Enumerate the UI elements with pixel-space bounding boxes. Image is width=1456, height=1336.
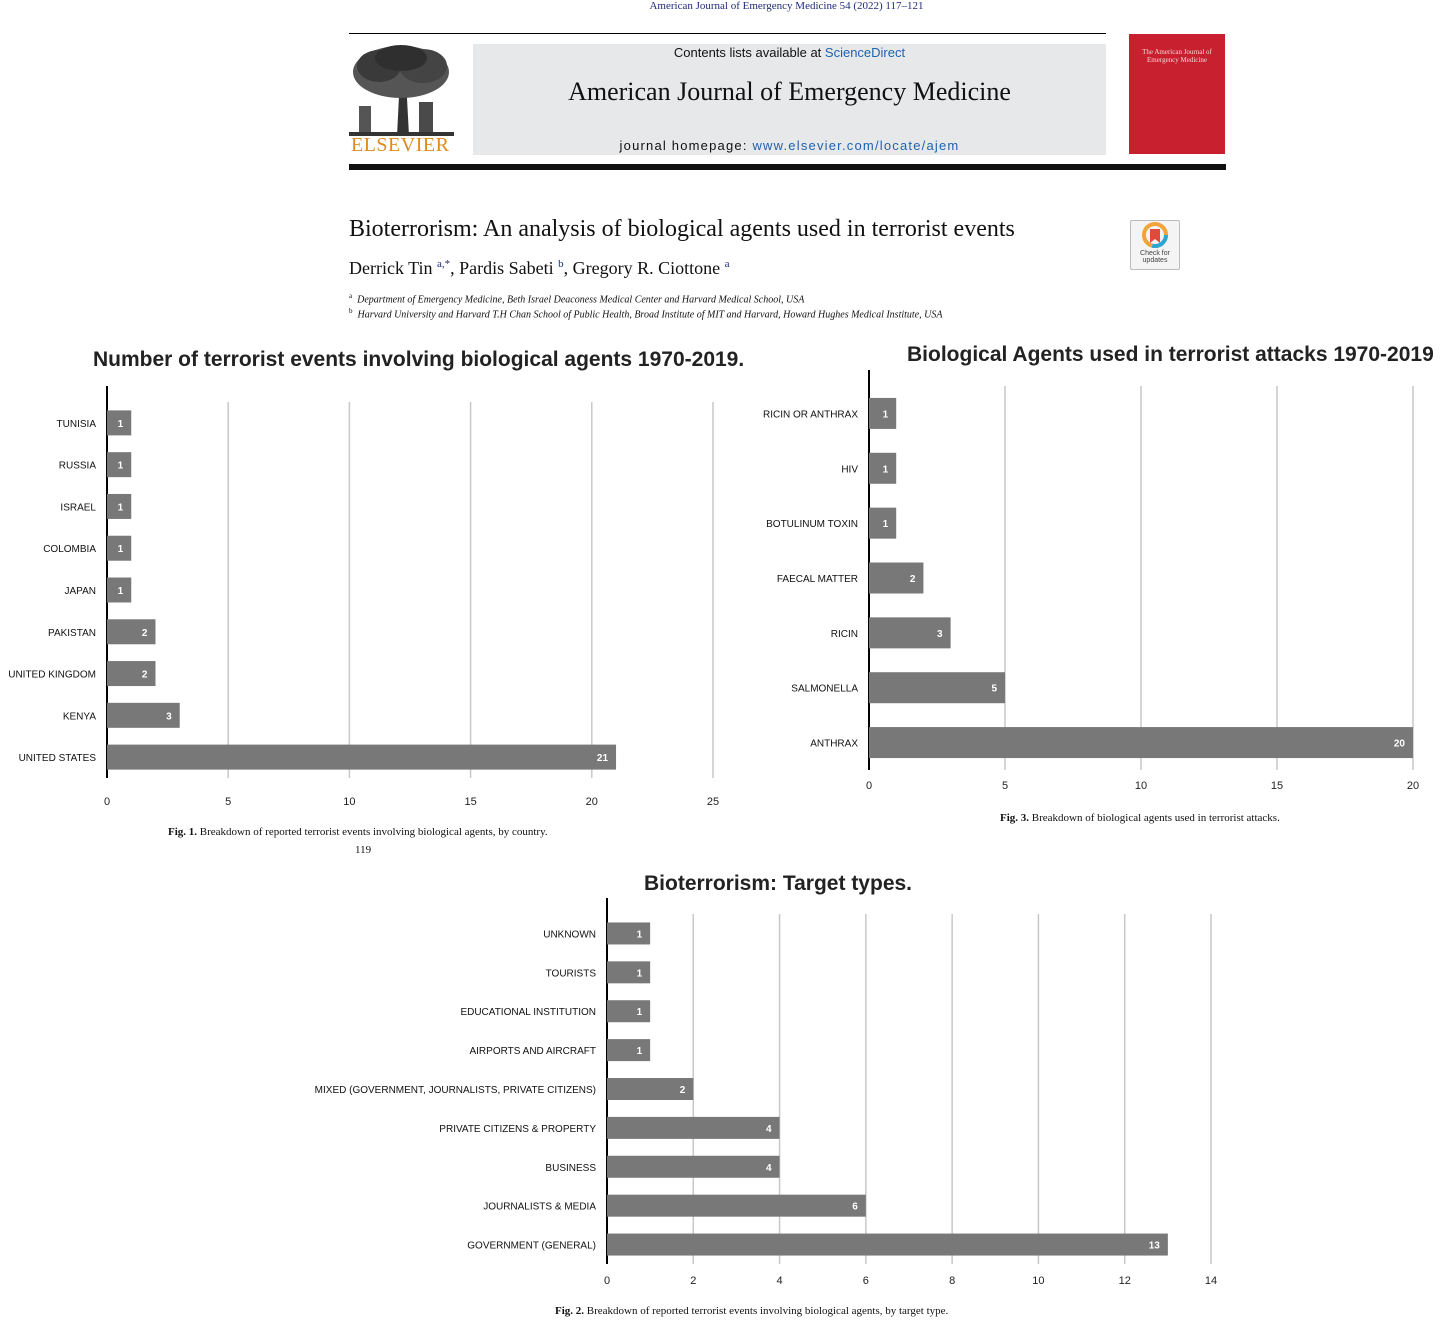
x-tick-label-target: 6 xyxy=(862,1275,869,1287)
homepage-prefix: journal homepage: xyxy=(619,138,753,153)
category-label-agent: SALMONELLA xyxy=(791,683,858,695)
category-label-agent: ANTHRAX xyxy=(810,738,858,750)
publisher-wordmark: ELSEVIER xyxy=(351,134,450,156)
affiliation-text: Department of Emergency Medicine, Beth Israel Deaconess Medical Center and Harvard Medical School, USA xyxy=(357,294,805,306)
article-title: Bioterrorism: An analysis of biological agents used in terrorist events xyxy=(349,216,1015,242)
chart-title-by-country: Number of terrorist events involving biological agents 1970-2019. xyxy=(93,348,745,371)
bar-value-label-agent: 3 xyxy=(937,628,943,640)
category-label-agent: RICIN OR ANTHRAX xyxy=(762,409,858,421)
bar-value-label-target: 4 xyxy=(766,1162,772,1174)
author-affiliation-mark[interactable]: a xyxy=(724,258,730,270)
cover-title: The American Journal of Emergency Medicine xyxy=(1142,48,1212,65)
x-tick-label-target: 4 xyxy=(776,1275,783,1287)
figure-1-caption xyxy=(168,826,548,838)
x-tick-label-country: 25 xyxy=(706,796,720,808)
category-label-country: KENYA xyxy=(62,711,96,723)
badge-line: updates xyxy=(1142,257,1168,264)
bar-value-label-country: 21 xyxy=(596,753,609,765)
x-tick-label-target: 14 xyxy=(1204,1275,1218,1287)
bar-value-label-target: 1 xyxy=(636,929,643,941)
x-tick-label-agent: 5 xyxy=(1001,780,1009,792)
x-tick-label-country: 5 xyxy=(225,796,232,808)
category-label-agent: BOTULINUM TOXIN xyxy=(766,519,858,531)
figure-caption-text: Breakdown of reported terrorist events involving biological agents, by country. xyxy=(199,826,548,838)
bar-value-label-target: 2 xyxy=(679,1085,686,1096)
x-tick-label-country: 20 xyxy=(585,796,598,808)
bar-value-label-country: 1 xyxy=(117,460,124,472)
category-label-country: UNITED KINGDOM xyxy=(8,669,96,681)
author-name[interactable]: Pardis Sabeti xyxy=(459,258,554,278)
chart-title-by-agent: Biological Agents used in terrorist attacks 1970-2019 xyxy=(907,343,1434,366)
category-label-country: COLOMBIA xyxy=(43,544,96,556)
bar-value-label-target: 1 xyxy=(636,1007,643,1019)
bar-value-label-country: 2 xyxy=(141,669,148,681)
sciencedirect-link[interactable]: ScienceDirect xyxy=(824,45,906,60)
chart-title-by-target: Bioterrorism: Target types. xyxy=(644,872,913,895)
x-tick-label-agent: 0 xyxy=(865,780,873,792)
homepage-link[interactable]: www.elsevier.com/locate/ajem xyxy=(752,138,960,153)
affiliation-mark: b xyxy=(349,307,353,315)
figure-3-caption xyxy=(1000,812,1280,824)
bar-value-label-agent: 20 xyxy=(1393,738,1405,750)
bar-value-label-target: 6 xyxy=(852,1201,858,1213)
x-tick-label-target: 8 xyxy=(949,1275,956,1287)
bar-value-label-agent: 1 xyxy=(882,464,889,476)
category-label-agent: RICIN xyxy=(830,628,858,640)
bar-value-label-country: 1 xyxy=(117,544,124,556)
bar-value-label-country: 1 xyxy=(117,418,124,430)
bar-value-label-country: 1 xyxy=(117,502,124,514)
figure-label[interactable]: Fig. 3. xyxy=(1000,812,1030,824)
author-affiliation-mark[interactable]: a,* xyxy=(437,258,451,270)
bar-target xyxy=(607,1000,650,1022)
bar-target xyxy=(607,922,650,944)
category-label-target: EDUCATIONAL INSTITUTION xyxy=(460,1007,596,1019)
category-label-target: BUSINESS xyxy=(545,1162,596,1174)
bar-value-label-target: 1 xyxy=(636,1046,643,1058)
author-affiliation-mark[interactable]: b xyxy=(558,258,564,270)
bar-value-label-agent: 1 xyxy=(882,409,889,421)
author-name[interactable]: Derrick Tin xyxy=(349,258,433,278)
bar-value-label-country: 3 xyxy=(166,711,172,723)
x-tick-label-target: 0 xyxy=(603,1275,611,1287)
affiliation-text: Harvard University and Harvard T.H Chan School of Public Health, Broad Institute of MIT and Harvard, Howard Hughes Medical Institute, USA xyxy=(357,309,943,321)
bar-value-label-country: 1 xyxy=(117,586,124,597)
journal-citation[interactable]: American Journal of Emergency Medicine 54 (2022) 117–121 xyxy=(649,0,924,12)
x-tick-label-country: 15 xyxy=(464,796,477,808)
bar-value-label-agent: 5 xyxy=(991,683,997,695)
bar-value-label-agent: 1 xyxy=(882,519,889,531)
x-tick-label-target: 12 xyxy=(1118,1275,1131,1287)
x-tick-label-target: 10 xyxy=(1032,1275,1045,1287)
category-label-country: PAKISTAN xyxy=(48,627,96,639)
bar-target xyxy=(607,1117,780,1139)
bar-value-label-agent: 2 xyxy=(909,574,916,585)
category-label-agent: FAECAL MATTER xyxy=(776,574,858,585)
category-label-target: TOURISTS xyxy=(545,968,596,980)
category-label-country: RUSSIA xyxy=(58,460,96,472)
badge-line: Check for xyxy=(1140,250,1170,257)
page-number: 119 xyxy=(355,844,372,856)
figure-label[interactable]: Fig. 1. xyxy=(168,826,198,838)
bar-country xyxy=(107,619,155,644)
contents-prefix: Contents lists available at xyxy=(673,45,825,60)
bar-value-label-country: 2 xyxy=(141,627,148,639)
category-label-target: PRIVATE CITIZENS & PROPERTY xyxy=(439,1123,596,1135)
figure-label[interactable]: Fig. 2. xyxy=(555,1305,585,1317)
category-label-country: ISRAEL xyxy=(60,502,96,514)
bar-target xyxy=(607,1039,650,1061)
category-label-country: TUNISIA xyxy=(56,418,96,430)
category-label-target: AIRPORTS AND AIRCRAFT xyxy=(469,1046,596,1058)
category-label-country: UNITED STATES xyxy=(18,753,96,765)
author-name[interactable]: Gregory R. Ciottone xyxy=(572,258,721,278)
category-label-target: JOURNALISTS & MEDIA xyxy=(483,1201,596,1213)
figure-caption-text: Breakdown of biological agents used in terrorist attacks. xyxy=(1031,812,1280,824)
category-label-target: UNKNOWN xyxy=(543,929,596,941)
journal-title: American Journal of Emergency Medicine xyxy=(568,77,1011,106)
affiliation-mark: a xyxy=(349,292,353,300)
x-tick-label-country: 10 xyxy=(343,796,356,808)
figure-2-caption xyxy=(555,1305,948,1317)
x-tick-label-agent: 20 xyxy=(1406,780,1420,792)
bar-value-label-target: 4 xyxy=(766,1123,772,1135)
bar-target xyxy=(607,1195,866,1217)
bar-target xyxy=(607,1234,1168,1256)
category-label-country: JAPAN xyxy=(64,586,96,597)
x-tick-label-target: 2 xyxy=(690,1275,697,1287)
bar-agent xyxy=(869,672,1005,703)
bar-target xyxy=(607,961,650,983)
category-label-target: GOVERNMENT (GENERAL) xyxy=(467,1240,596,1252)
category-label-agent: HIV xyxy=(841,464,858,476)
bar-agent xyxy=(869,727,1413,758)
x-tick-label-country: 0 xyxy=(103,796,111,808)
x-tick-label-agent: 15 xyxy=(1270,780,1284,792)
bar-country xyxy=(107,745,616,770)
x-tick-label-agent: 10 xyxy=(1134,780,1148,792)
bar-value-label-target: 1 xyxy=(636,968,643,980)
bar-target xyxy=(607,1156,780,1178)
bar-value-label-target: 13 xyxy=(1148,1240,1160,1252)
figure-caption-text: Breakdown of reported terrorist events involving biological agents, by target type. xyxy=(586,1305,949,1317)
author-list: Derrick Tin $^{a,*}$, Pardis Sabeti $^b$, Gregory R. Ciottone $^a$ xyxy=(349,258,730,278)
bar-country xyxy=(107,661,155,686)
category-label-target: MIXED (GOVERNMENT, JOURNALISTS, PRIVATE CITIZENS) xyxy=(314,1085,596,1096)
